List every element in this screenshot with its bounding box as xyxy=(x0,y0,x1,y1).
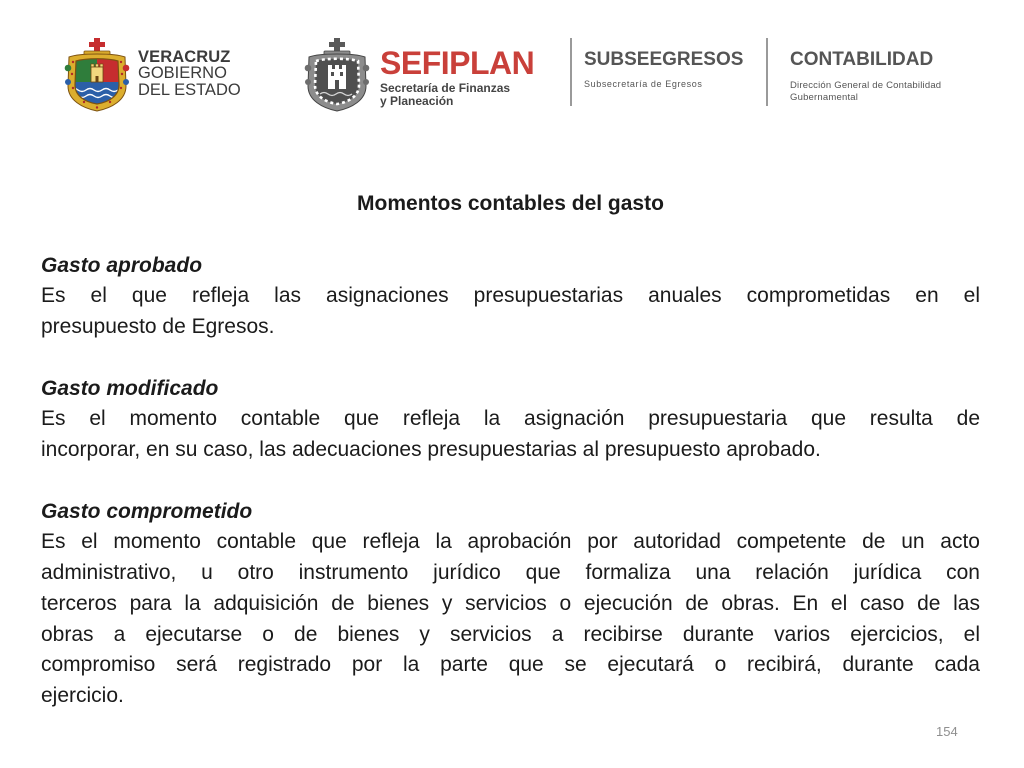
tower-icon xyxy=(328,65,346,89)
header-divider xyxy=(570,38,572,106)
veracruz-coat-of-arms-icon xyxy=(64,38,130,112)
sefiplan-subtitle-line-1: Secretaría de Finanzas xyxy=(380,81,511,95)
section-heading: Gasto comprometido xyxy=(41,499,253,523)
section-heading: Gasto aprobado xyxy=(41,253,203,277)
veracruz-government-logo-text xyxy=(138,49,241,98)
sefiplan-subtitle-line-2: y Planeación xyxy=(380,93,454,108)
spacer xyxy=(41,343,980,374)
del-estado-label: DEL ESTADO xyxy=(138,80,241,99)
paragraph-line: administrativo, u otro instrumento jurídico que formaliza una relación jurídica con xyxy=(41,561,980,584)
paragraph-line: ejercicio. xyxy=(41,684,124,707)
paragraph-line: terceros para la adquisición de bienes y servicios o ejecución de obras. En el caso de las xyxy=(41,591,980,615)
paragraph-line: Es el que refleja las asignaciones presupuestarias anuales comprometidas en el xyxy=(41,284,980,308)
subseegresos-wordmark: SUBSEEGRESOS xyxy=(584,49,744,70)
contabilidad-subtitle xyxy=(790,80,941,104)
section-heading: Gasto modificado xyxy=(41,376,219,400)
sefiplan-subtitle xyxy=(380,82,510,107)
page-title: Momentos contables del gasto xyxy=(357,192,664,215)
paragraph-line: obras a ejecutarse o de bienes y servicios a recibirse durante varios ejercicios, el xyxy=(41,622,980,646)
paragraph-line: compromiso será registrado por la parte que se ejecutará o recibirá, durante cada xyxy=(41,653,980,677)
sefiplan-shield-icon xyxy=(304,38,370,112)
page-number: 154 xyxy=(936,724,958,739)
header-divider xyxy=(766,38,768,106)
contabilidad-subtitle-line-2: Gubernamental xyxy=(790,92,859,103)
subseegresos-subtitle: Subsecretaría de Egresos xyxy=(584,79,703,89)
tower-icon xyxy=(91,64,103,82)
paragraph-line: presupuesto de Egresos. xyxy=(41,315,275,338)
gobierno-label: GOBIERNO xyxy=(138,64,227,83)
paragraph-line: Es el momento contable que refleja la asignación presupuestaria que resulta de xyxy=(41,407,980,431)
sefiplan-wordmark: SEFIPLAN xyxy=(380,45,535,81)
spacer xyxy=(41,466,980,497)
contabilidad-subtitle-line-1: Dirección General de Contabilidad xyxy=(790,80,942,91)
veracruz-label: VERACRUZ xyxy=(138,48,231,66)
paragraph-line: incorporar, en su caso, las adecuaciones presupuestarias al presupuesto aprobado. xyxy=(41,438,821,461)
spacer xyxy=(41,220,980,251)
slide-body xyxy=(41,189,980,712)
paragraph-line: Es el momento contable que refleja la aprobación por autoridad competente de un acto xyxy=(41,530,980,554)
contabilidad-wordmark: CONTABILIDAD xyxy=(790,49,934,70)
